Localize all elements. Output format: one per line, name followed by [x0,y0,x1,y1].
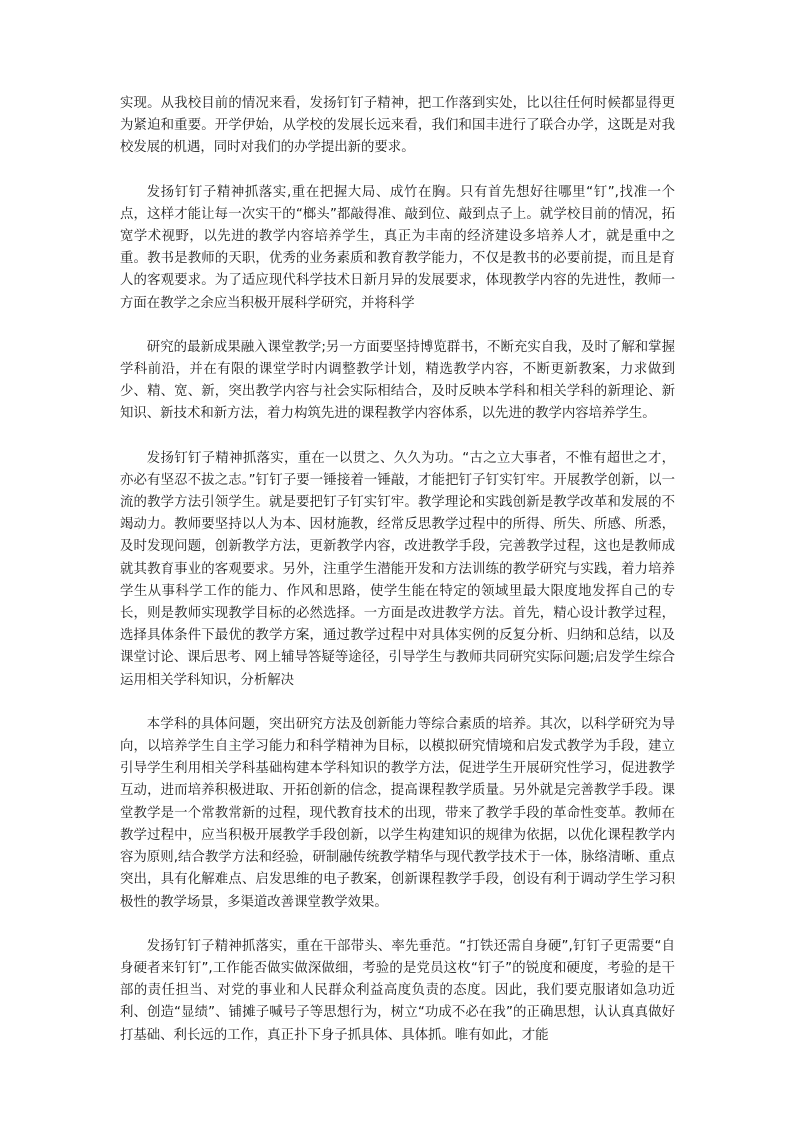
document-page [120,93,675,1069]
paragraph-1: 实现。从我校目前的情况来看，发扬钉钉子精神，把工作落到实处，比以往任何时候都显得更为紧迫和重要。开学伊始，从学校的发展长远来看，我们和国丰进行了联合办学，这既是对我校发展的机遇，同时对我们的办学提出新的要求。 [120,96,675,156]
paragraph-6: 发扬钉钉子精神抓落实，重在干部带头、率先垂范。“打铁还需自身硬”,钉钉子更需要“自身硬者来钉钉”,工作能否做实做深做细，考验的是党员这枚“钉子”的锐度和硬度，考验的是干部的责任担当、对党的事业和人民群众利益高度负责的态度。因此，我们要克服诸如急功近利、创造“显绩”、铺摊子喊号子等思想行为，树立“功成不必在我”的正确思想，认认真真做好打基础、利长远的工作，真正扑下身子抓具体、具体抓。唯有如此，才能 [120,938,675,1043]
paragraph-2: 发扬钉钉子精神抓落实,重在把握大局、成竹在胸。只有首先想好往哪里“钉”,找准一个点，这样才能让每一次实干的“榔头”都敲得准、敲到位、敲到点子上。就学校目前的情况，拓宽学术视野，以先进的教学内容培养学生，真正为丰南的经济建设多培养人才，就是重中之重。教书是教师的天职，优秀的业务素质和教育教学能力，不仅是教书的必要前提，而且是育人的客观要求。为了适应现代科学技术日新月异的发展要求，体现教学内容的先进性，教师一方面在教学之余应当积极开展科学研究，并将科学 [120,184,675,311]
paragraph-5: 本学科的具体问题，突出研究方法及创新能力等综合素质的培养。其次，以科学研究为导向，以培养学生自主学习能力和科学精神为目标，以模拟研究情境和启发式教学为手段，建立引导学生利用相关学科基础构建本学科知识的教学方法，促进学生开展研究性学习，促进教学互动，进而培养积极进取、开拓创新的信念，提高课程教学质量。另外就是完善教学手段。课堂教学是一个常教常新的过程，现代教育技术的出现，带来了教学手段的革命性变革。教师在教学过程中，应当积极开展教学手段创新，以学生构建知识的规律为依据，以优化课程教学内容为原则,结合教学方法和经验，研制融传统教学精华与现代教学技术于一体，脉络清晰、重点突出，具有化解难点、启发思维的电子教案，创新课程教学手段，创设有利于调动学生学习积极性的教学场景，多渠道改善课堂教学效果。 [120,716,675,910]
paragraph-3: 研究的最新成果融入课堂教学;另一方面要坚持博览群书，不断充实自我，及时了解和掌握学科前沿，并在有限的课堂学时内调整教学计划，精选教学内容，不断更新教案，力求做到少、精、宽、新，突出教学内容与社会实际相结合，及时反映本学科和相关学科的新理论、新知识、新技术和新方法，着力构筑先进的课程教学内容体系，以先进的教学内容培养学生。 [120,339,675,422]
paragraph-4: 发扬钉钉子精神抓落实，重在一以贯之、久久为功。“古之立大事者，不惟有超世之才，亦必有坚忍不拔之志。”钉钉子要一锤接着一锤敲，才能把钉子钉实钉牢。开展教学创新，以一流的教学方法引领学生。就是要把钉子钉实钉牢。教学理论和实践创新是教学改革和发展的不竭动力。教师要坚持以人为本、因材施教，经常反思教学过程中的所得、所失、所感、所悉，及时发现问题，创新教学方法，更新教学内容，改进教学手段，完善教学过程，这也是教师成就其教育事业的客观要求。另外，注重学生潜能开发和方法训练的教学研究与实践，着力培养学生从事科学工作的能力、作风和思路，使学生能在特定的领域里最大限度地发挥自己的专长，则是教师实现教学目标的必然选择。一方面是改进教学方法。首先，精心设计教学过程，选择具体条件下最优的教学方案，通过教学过程中对具体实例的反复分析、归纳和总结，以及课堂讨论、课后思考、网上辅导答疑等途径，引导学生与教师共同研究实际问题;启发学生综合运用相关学科知识，分析解决 [120,450,675,688]
